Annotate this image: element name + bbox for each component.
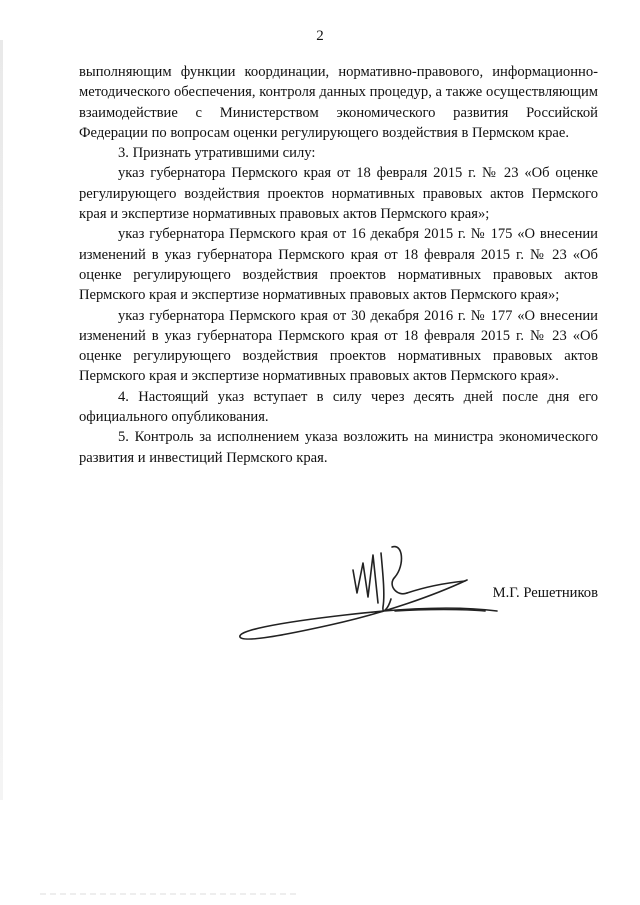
page-number: 2 xyxy=(316,28,324,44)
document-body xyxy=(79,62,598,468)
paragraph-item-5: 5. Контроль за исполнением указа возложить на министра экономического развития и инвестиций Пермского края. xyxy=(79,429,598,466)
repealed-decree-2: указ губернатора Пермского края от 16 декабря 2015 г. № 175 «О внесении изменений в указ губернатора Пермского края от 18 февраля 2015 г. № 23 «Об оценке регулирующего воздействия проектов нормативных правовых актов Пермского края и экспертизе нормативных правовых актов Пермского края»; xyxy=(79,226,598,304)
paragraph-item-4: 4. Настоящий указ вступает в силу через десять дней после дня его официального опубликования. xyxy=(79,388,598,426)
scan-edge-shadow xyxy=(0,40,3,800)
scan-bottom-mark xyxy=(40,893,300,895)
paragraph-continuation: выполняющим функции координации, нормативно-правового, информационно-методического обеспечения, контроля данных процедур, а также осуществляющим взаимодействие с Министерством экономического развития Российской Федерации по вопросам оценки регулирующего воздействия в Пермском крае. xyxy=(79,64,598,141)
handwritten-signature xyxy=(235,525,505,660)
signature-block xyxy=(0,525,640,665)
repealed-decree-1: указ губернатора Пермского края от 18 февраля 2015 г. № 23 «Об оценке регулирующего воздействия проектов нормативных правовых актов Пермского края и экспертизе нормативных правовых актов Пермского края»; xyxy=(79,165,598,223)
repealed-decree-3: указ губернатора Пермского края от 30 декабря 2016 г. № 177 «О внесении изменений в указ губернатора Пермского края от 18 февраля 2015 г. № 23 «Об оценке регулирующего воздействия проектов нормативных правовых актов Пермского края и экспертизе нормативных правовых актов Пермского края». xyxy=(79,307,598,385)
signer-name: М.Г. Решетников xyxy=(492,585,598,601)
paragraph-item-3: 3. Признать утратившими силу: xyxy=(118,145,316,162)
